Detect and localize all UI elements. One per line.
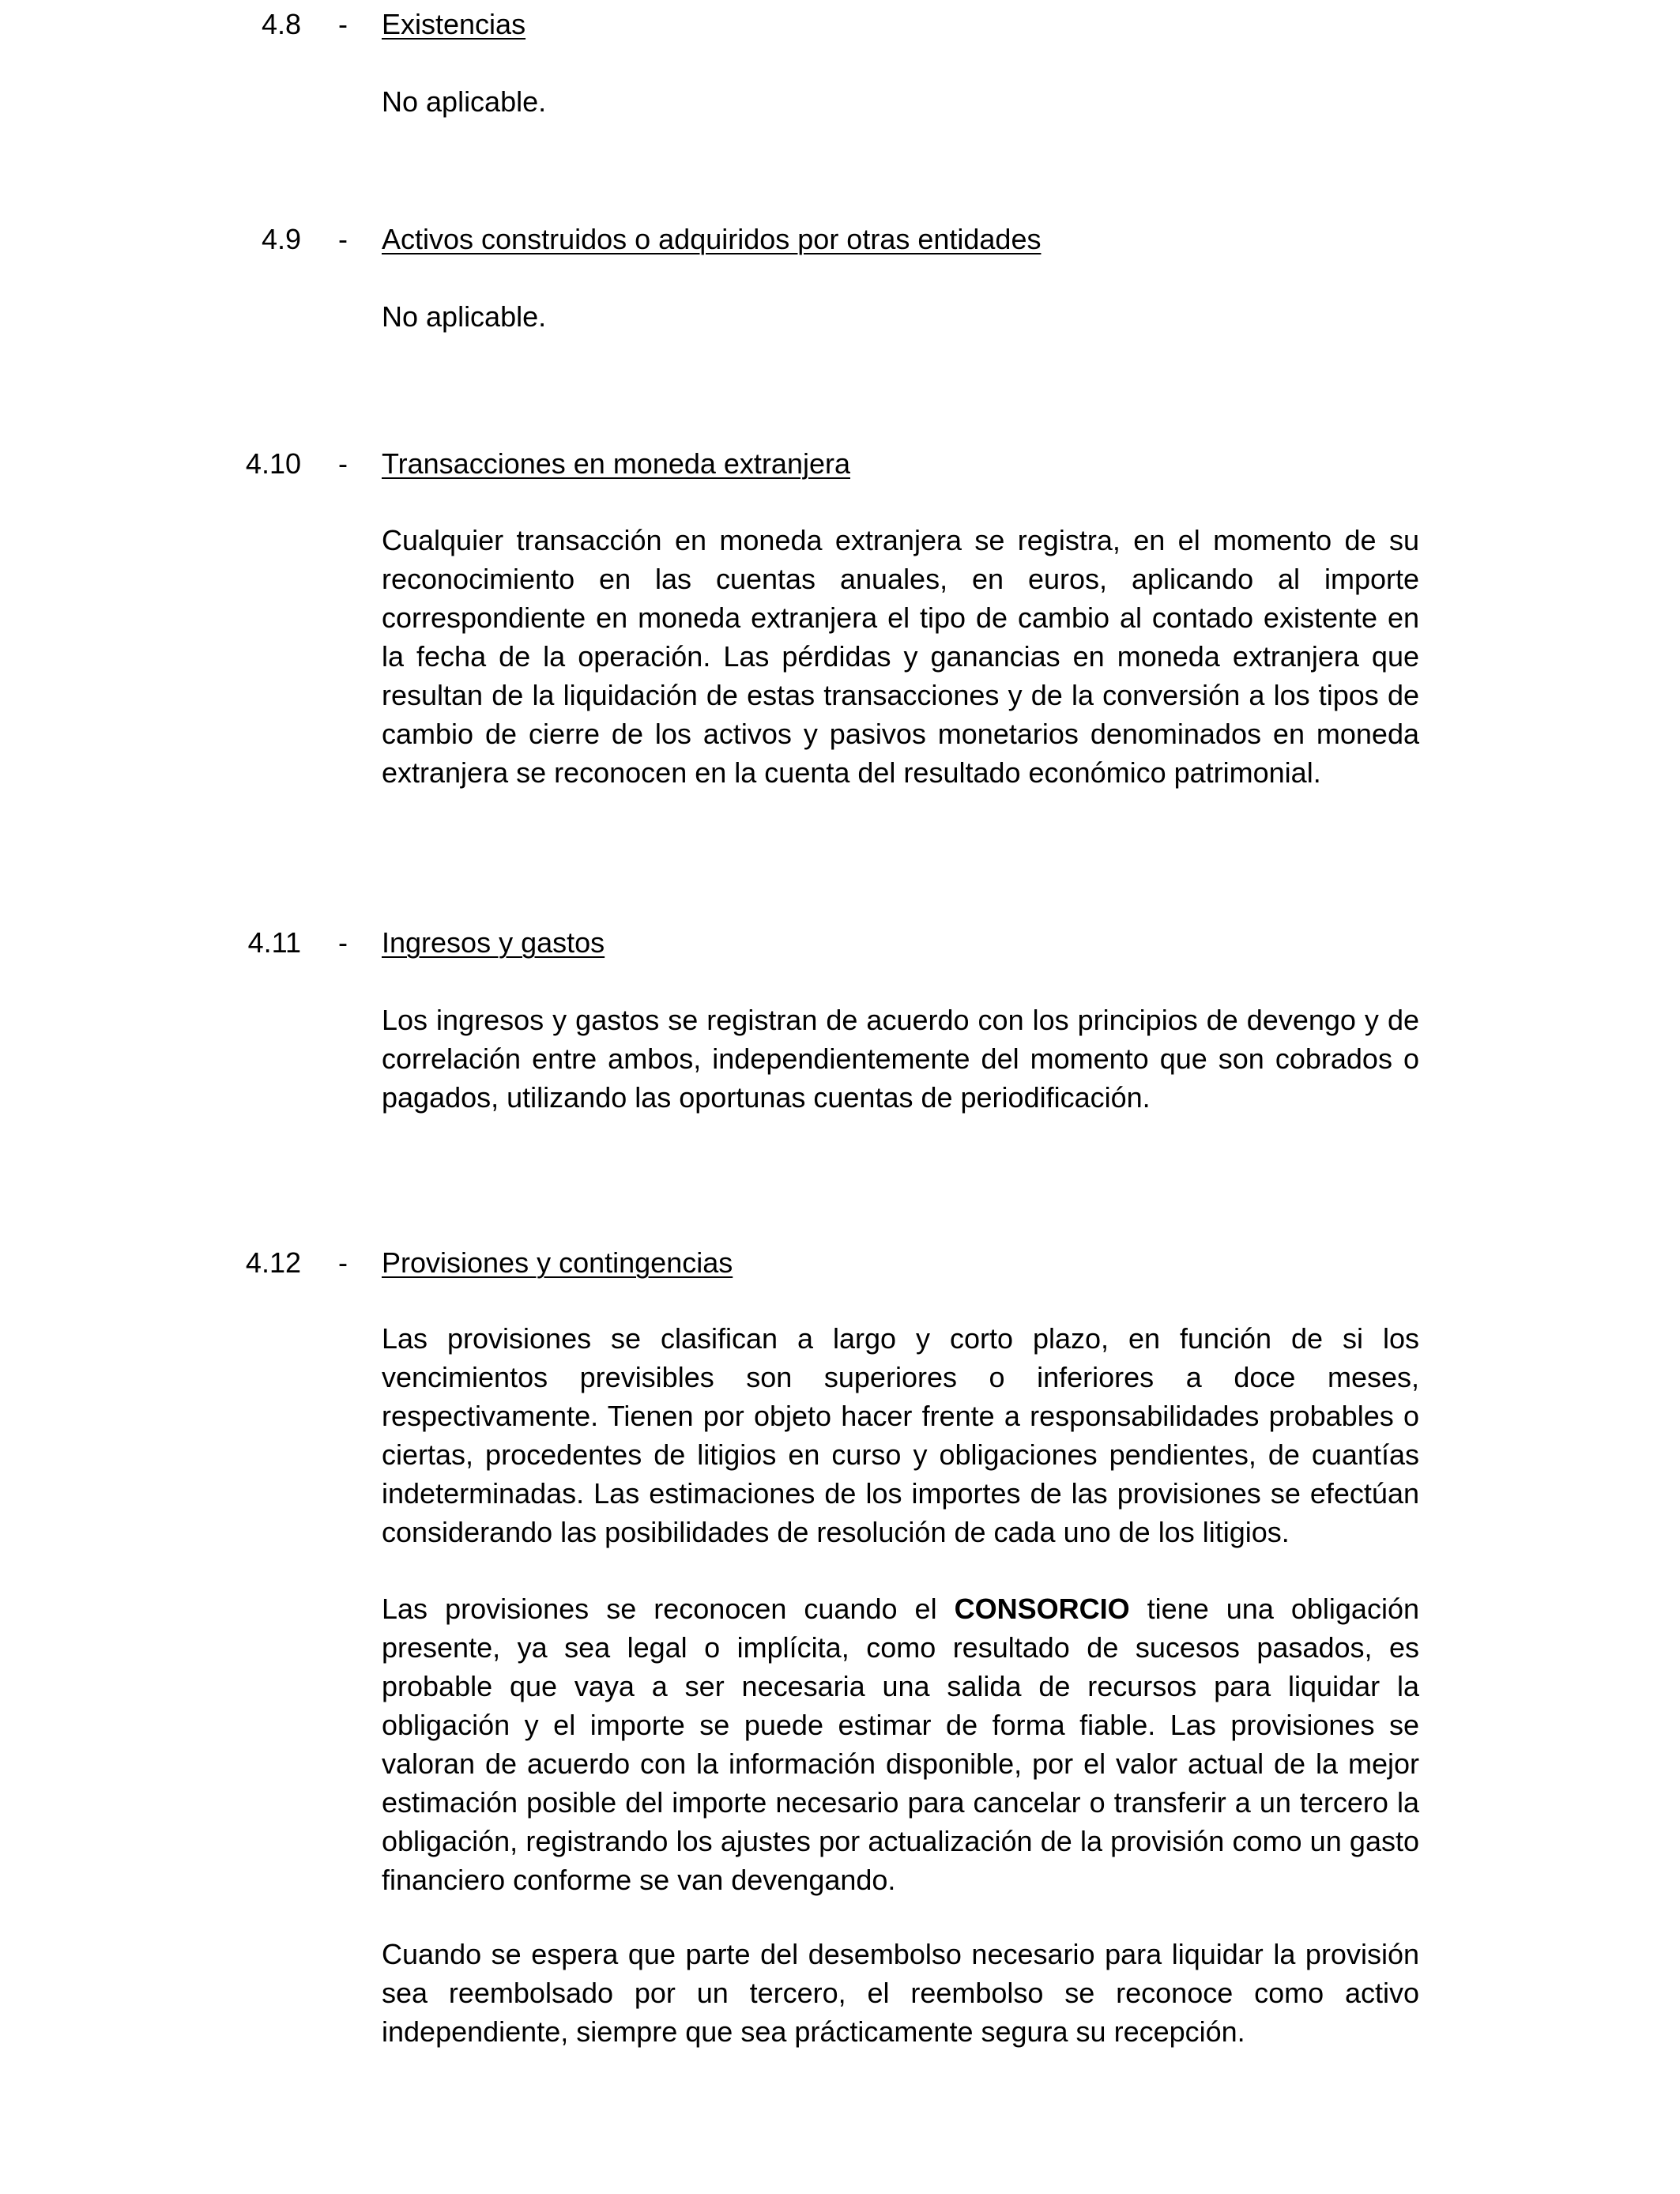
section-number: 4.8 xyxy=(261,8,301,40)
consorcio-bold-text: CONSORCIO xyxy=(954,1593,1130,1625)
section-title: Activos construidos o adquiridos por otras entidades xyxy=(382,223,1042,255)
section-number: 4.10 xyxy=(245,447,301,480)
section-paragraph: Cualquier transacción en moneda extranjera se registra, en el momento de su reconocimiento en las cuentas anuales, en euros, aplicando al importe correspondiente en moneda extranjera el tipo de cambio al contado existente en la fecha de la operación. Las pérdidas y ganancias en moneda extranjera que resultan de la liquidación de estas transacciones y de la conversión a los tipos de cambio de cierre de los activos y pasivos monetarios denominados en moneda extranjera se reconocen en la cuenta del resultado económico patrimonial. xyxy=(382,524,1419,789)
section-number: 4.12 xyxy=(245,1246,301,1279)
section-title: Transacciones en moneda extranjera xyxy=(382,447,850,480)
section-paragraph: Cuando se espera que parte del desembolso necesario para liquidar la provisión sea reembolsado por un tercero, el reembolso se reconoce como activo independiente, siempre que sea prácticamente segura su recepción. xyxy=(382,1938,1419,2048)
paragraph-text-after: tiene una obligación presente, ya sea legal o implícita, como resultado de sucesos pasados, es probable que vaya a ser necesaria una salida de recursos para liquidar la obligación y el importe se puede estimar de forma fiable. Las provisiones se valoran de acuerdo con la información disponible, por el valor actual de la mejor estimación posible del importe necesario para cancelar o transferir a un tercero la obligación, registrando los ajustes por actualización de la provisión como un gasto financiero conforme se van devengando. xyxy=(382,1593,1419,1896)
paragraph-text-before: Las provisiones se reconocen cuando el xyxy=(382,1593,955,1625)
section-dash: - xyxy=(338,926,348,959)
section-number: 4.9 xyxy=(261,223,301,255)
section-dash: - xyxy=(338,1246,348,1279)
section-paragraph-consorcio xyxy=(382,1589,1419,1899)
section-title: Existencias xyxy=(382,8,526,40)
section-number: 4.11 xyxy=(247,926,301,959)
section-paragraph: No aplicable. xyxy=(382,300,547,333)
section-title: Provisiones y contingencias xyxy=(382,1246,733,1279)
section-dash: - xyxy=(338,8,348,40)
section-dash: - xyxy=(338,447,348,480)
section-paragraph: Los ingresos y gastos se registran de acuerdo con los principios de devengo y de correlación entre ambos, independientemente del momento que son cobrados o pagados, utilizando las oportunas cuentas de periodificación. xyxy=(382,1004,1419,1114)
section-paragraph: No aplicable. xyxy=(382,85,547,118)
section-dash: - xyxy=(338,223,348,255)
section-title: Ingresos y gastos xyxy=(382,926,605,959)
section-paragraph: Las provisiones se clasifican a largo y corto plazo, en función de si los vencimientos previsibles son superiores o inferiores a doce meses, respectivamente. Tienen por objeto hacer frente a responsabilidades probables o ciertas, procedentes de litigios en curso y obligaciones pendientes, de cuantías indeterminadas. Las estimaciones de los importes de las provisiones se efectúan considerando las posibilidades de resolución de cada uno de los litigios. xyxy=(382,1322,1419,1548)
